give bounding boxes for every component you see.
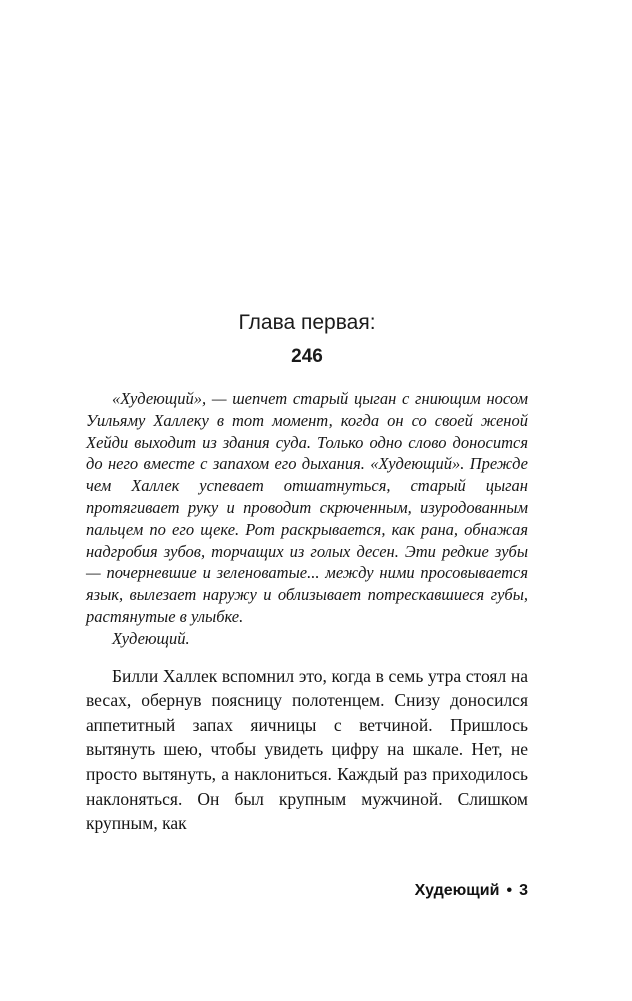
footer-separator-icon: • bbox=[506, 882, 513, 899]
epigraph-paragraph: «Худеющий», — шепчет старый цыган с гниющим носом Уильяму Халлеку в тот момент, когда он со своей женой Хейди выходит из здания суда. Только одно слово доносится до него вместе с запахом его дыхания. «Худеющий». Прежде чем Халлек успевает отшатнуться, старый цыган протягивает руку и проводит скрюченным, изуродованным пальцем по его щеке. Рот раскрывается, как рана, обнажая надгробия зубов, торчащих из голых десен. Эти редкие зубы — почерневшие и зеленоватые... между ними просовывается язык, вылезает наружу и облизывает потрескавшиеся губы, растянутые в улыбке. bbox=[86, 389, 528, 626]
body-paragraph: Билли Халлек вспомнил это, когда в семь утра стоял на весах, обернув поясницу полотенцем. Снизу доносился аппетитный запах яичницы с ветчиной. Пришлось вытянуть шею, чтобы увидеть цифру на шкале. Нет, не просто вытянуть, а наклониться. Каждый раз приходилось наклоняться. Он был крупным мужчиной. Слишком крупным, как bbox=[86, 665, 528, 834]
running-title: Худеющий bbox=[414, 882, 500, 899]
chapter-number: 246 bbox=[291, 346, 323, 367]
epigraph-word: Худеющий. bbox=[112, 628, 190, 648]
page-footer bbox=[86, 882, 528, 900]
chapter-title: Глава первая: bbox=[238, 311, 376, 334]
text-block bbox=[86, 310, 528, 836]
page-number: 3 bbox=[519, 882, 528, 899]
